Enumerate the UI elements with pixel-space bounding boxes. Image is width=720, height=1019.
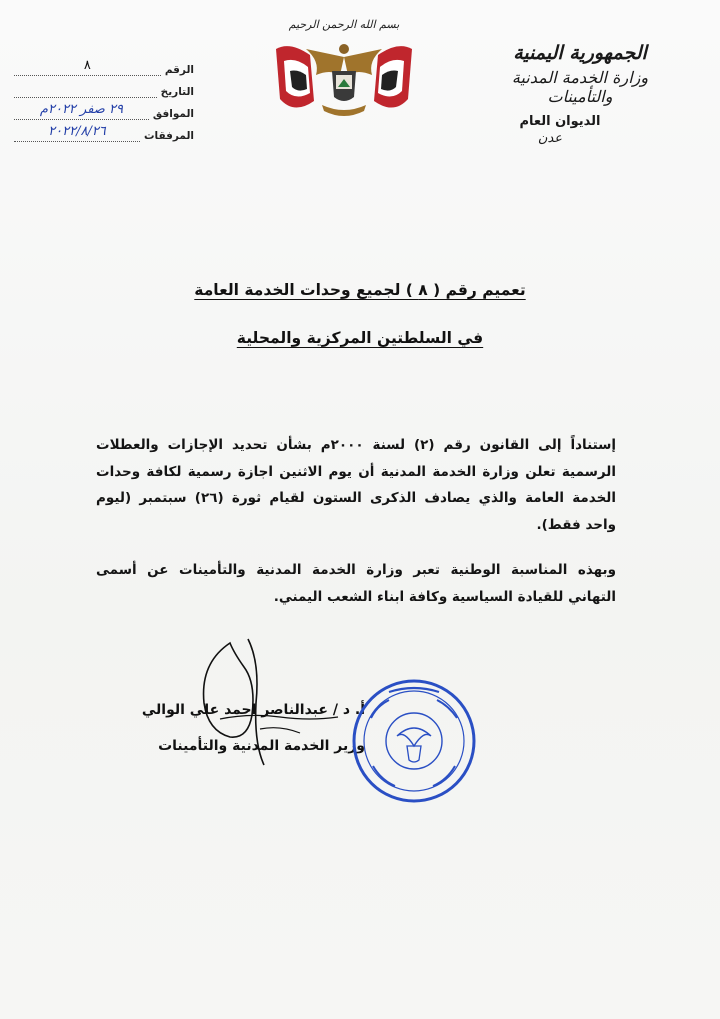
circular-title: تعميم رقم ( ٨ ) لجميع وحدات الخدمة العامة [194,281,526,299]
attachments-row [14,120,194,142]
date-row [14,76,194,98]
ref-number-row [14,54,194,76]
basmala: بسم الله الرحمن الرحيم [288,18,400,31]
ministry-name: وزارة الخدمة المدنية والتأمينات [511,68,649,106]
attachments-value: ٢٠٢٢/٨/٢٦ [14,123,140,142]
official-stamp-icon [349,676,479,806]
signature-block [120,692,365,764]
republic-name: الجمهورية اليمنية [513,42,647,64]
ref-number-label: الرقم [164,64,194,76]
body-paragraph-1: إستناداً إلى القانون رقم (٢) لسنة ٢٠٠٠م بشأن تحديد الإجازات والعطلات الرسمية تعلن وزارة الخدمة المدنية أن يوم الاثنين اجازة رسمية لكافة وحدات الخدمة العامة والذي يصادف الذكرى الستون لقيام ثورة (٢٦) سبتمبر (ليوم واحد فقط). [96,437,616,533]
office-name: الديوان العام [519,114,601,129]
corresponding-value: ٢٩ صفر ٢٠٢٢م [14,101,149,120]
reference-block [14,54,194,142]
date-value [14,79,157,98]
date-label: التاريخ [160,86,194,98]
body-paragraph-2: وبهذه المناسبة الوطنية تعبر وزارة الخدمة المدنية والتأمينات عن أسمى التهاني للقيادة السياسية وكافة ابناء الشعب اليمني. [96,562,616,605]
letterhead-emblem [268,18,420,121]
corresponding-label: الموافق [152,108,194,120]
signatory-position: وزير الخدمة المدنية والتأمينات [158,738,365,754]
corresponding-row [14,98,194,120]
circular-body [96,432,616,610]
yemen-eagle-emblem-icon [270,35,418,121]
letterhead-right [480,42,680,146]
city-name: عدن [537,131,563,146]
ref-number-value: ٨ [14,57,161,76]
signatory-name: أ. د / عبدالناصر احمد علي الوالي [141,702,365,718]
circular-subtitle: في السلطتين المركزية والمحلية [236,329,484,347]
attachments-label: المرفقات [143,130,194,142]
